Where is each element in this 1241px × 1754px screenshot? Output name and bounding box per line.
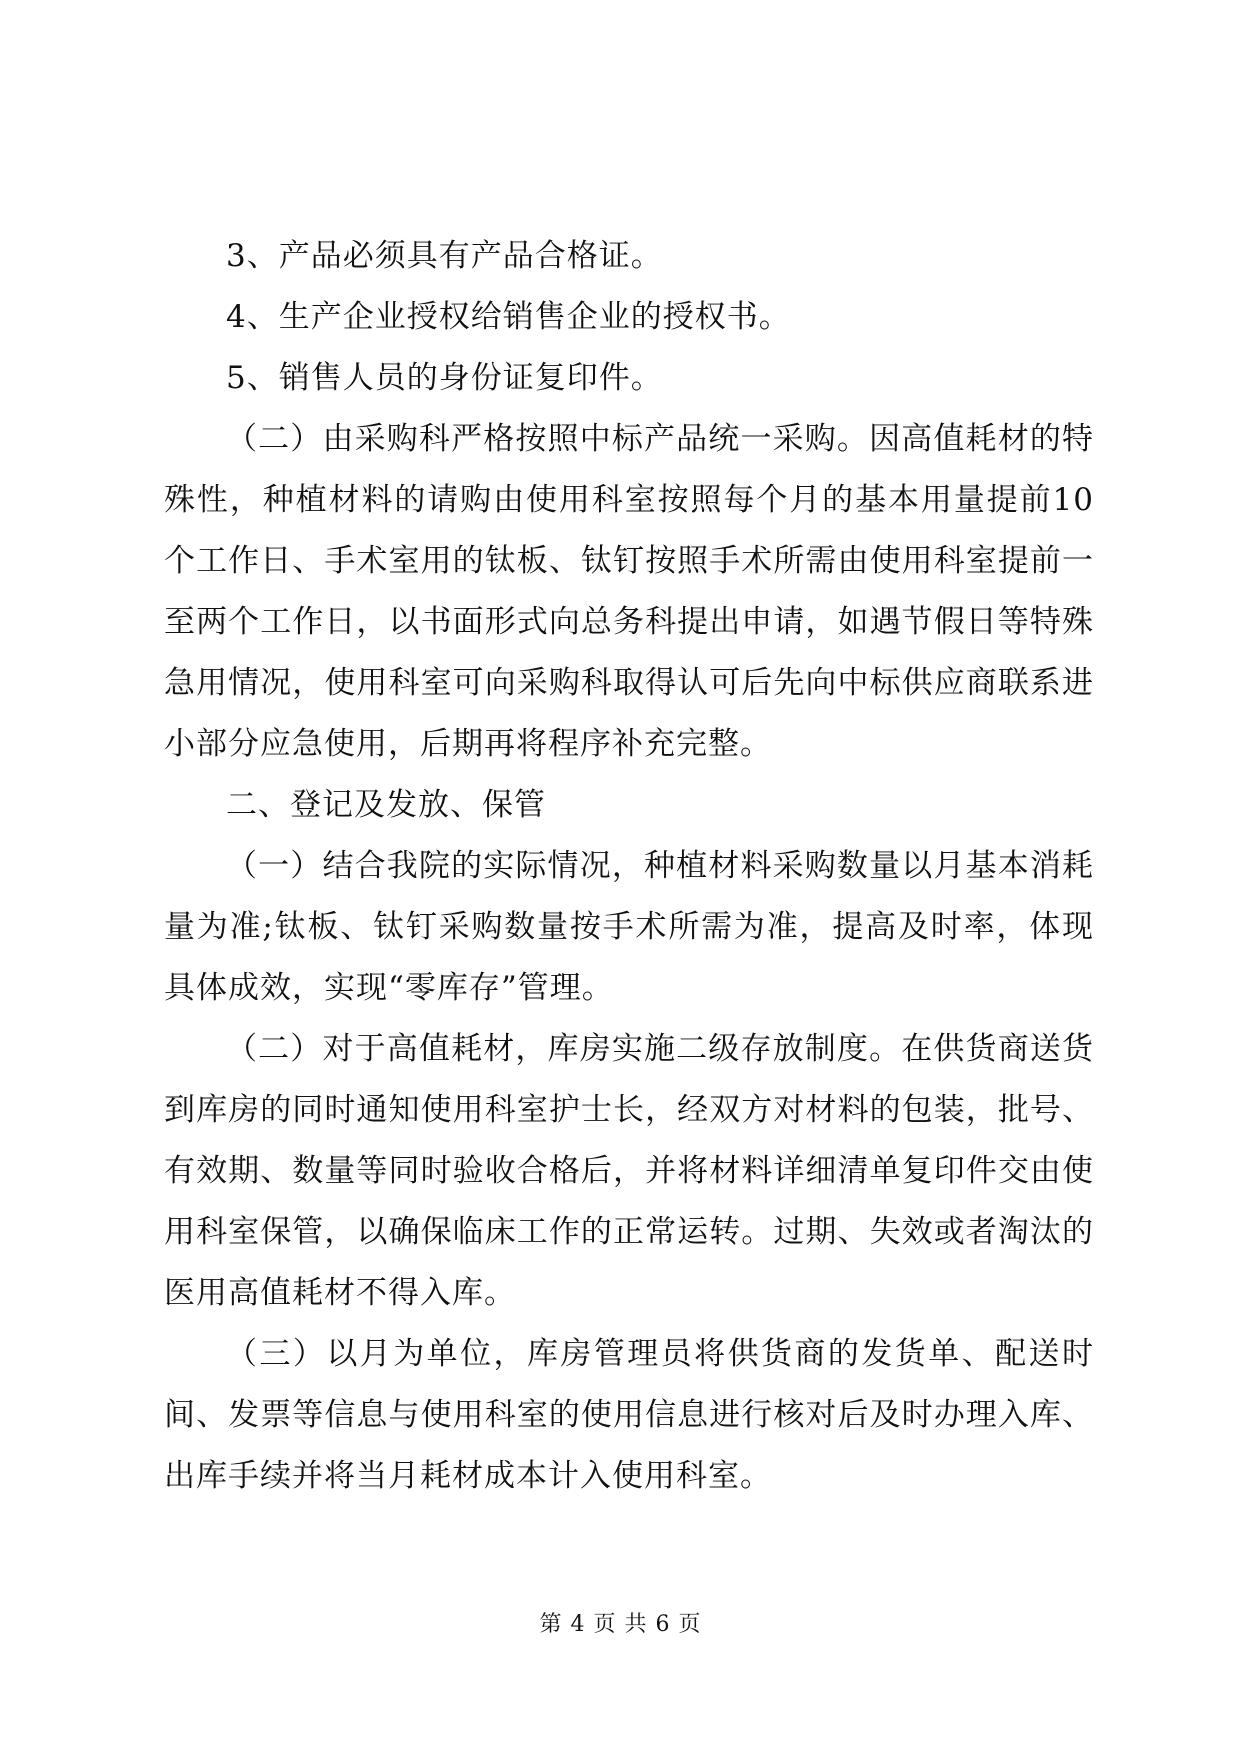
list-item-authorization: 4、生产企业授权给销售企业的授权书。 xyxy=(226,299,791,335)
paragraph-procurement: （二）由采购科严格按照中标产品统一采购。因高值耗材的特殊性，种植材料的请购由使用科室按照每个月的基本用量提前10个工作日、手术室用的钛板、钛钉按照手术所需由使用科室提前一至两个工作日，以书面形式向总务科提出申请，如遇节假日等特殊急用情况，使用科室可向采购科取得认可后先向中标供应商联系进小部分应急使用，后期再将程序补充完整。 xyxy=(164,421,1094,762)
list-item-certificate: 3、产品必须具有产品合格证。 xyxy=(226,238,663,274)
list-item-id-copy: 5、销售人员的身份证复印件。 xyxy=(226,360,663,396)
page-number: 第 4 页 共 6 页 xyxy=(539,1612,702,1637)
section-heading-registration: 二、登记及发放、保管 xyxy=(226,787,546,823)
paragraph-storage: （二）对于高值耗材，库房实施二级存放制度。在供货商送货到库房的同时通知使用科室护士长，经双方对材料的包装，批号、有效期、数量等同时验收合格后，并将材料详细清单复印件交由使用科室保管，以确保临床工作的正常运转。过期、失效或者淘汰的医用高值耗材不得入库。 xyxy=(164,1031,1094,1311)
paragraph-monthly-check: （三）以月为单位，库房管理员将供货商的发货单、配送时间、发票等信息与使用科室的使用信息进行核对后及时办理入库、出库手续并将当月耗材成本计入使用科室。 xyxy=(164,1336,1094,1494)
paragraph-quantity: （一）结合我院的实际情况，种植材料采购数量以月基本消耗量为准;钛板、钛钉采购数量按手术所需为准，提高及时率，体现具体成效，实现“零库存”管理。 xyxy=(164,848,1094,1006)
document-body xyxy=(164,226,1094,1507)
